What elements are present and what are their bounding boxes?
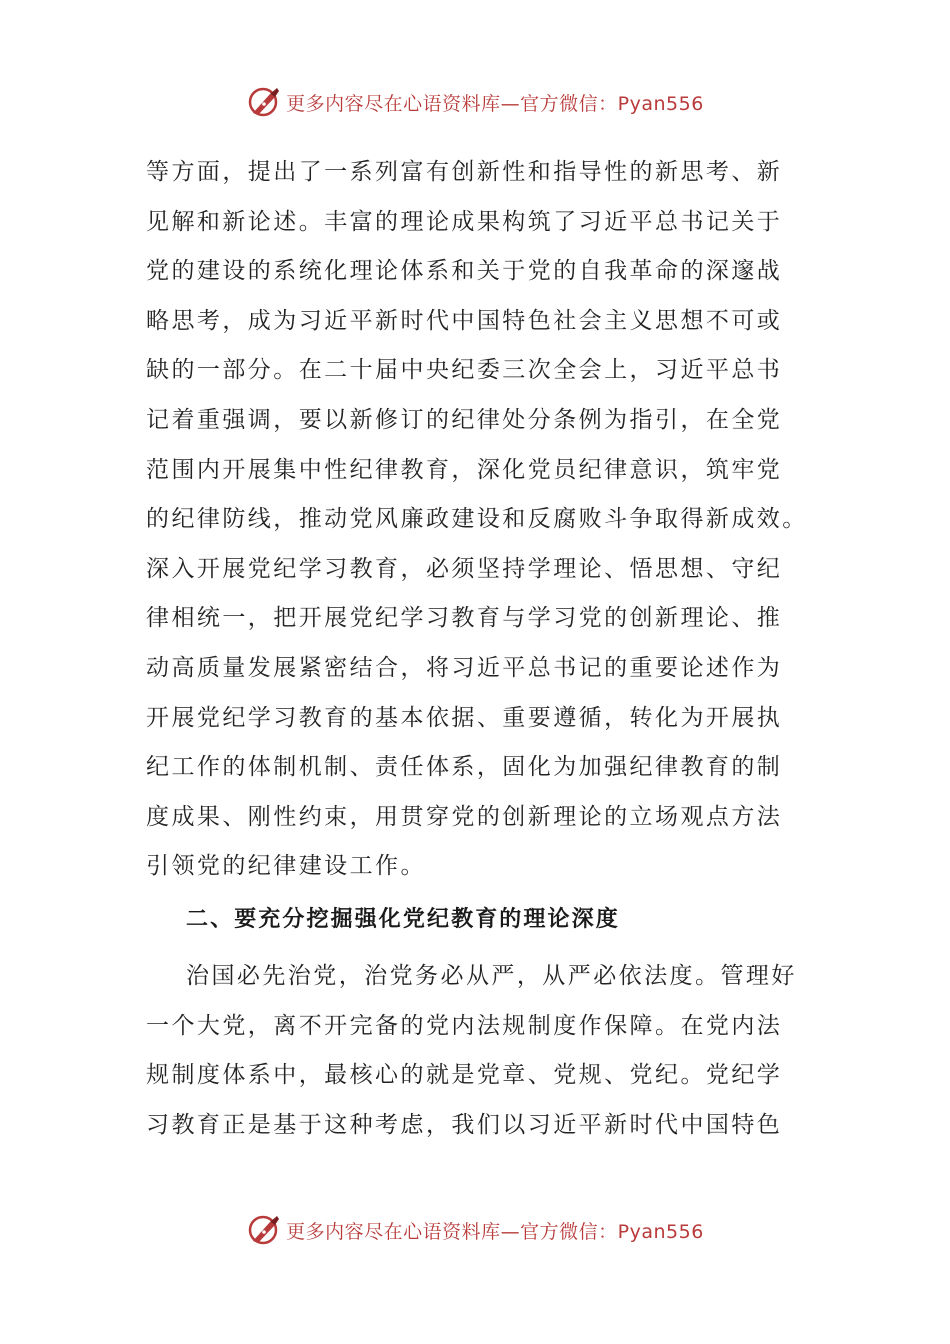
text-line: 纪工作的体制机制、责任体系，固化为加强纪律教育的制: [146, 754, 783, 781]
header-banner-text: 更多内容尽在心语资料库—官方微信：Pyan556: [286, 92, 704, 115]
pen-nib-logo-icon: [246, 84, 282, 120]
text-line: 动高质量发展紧密结合，将习近平总书记的重要论述作为: [146, 654, 783, 681]
text-line: 习教育正是基于这种考虑，我们以习近平新时代中国特色: [146, 1111, 783, 1138]
text-line: 律相统一，把开展党纪学习教育与学习党的创新理论、推: [146, 605, 783, 632]
text-line: 见解和新论述。丰富的理论成果构筑了习近平总书记关于: [146, 208, 783, 235]
document-body: [146, 148, 808, 1150]
pen-nib-logo-icon: [246, 1212, 282, 1248]
text-line: 缺的一部分。在二十届中央纪委三次全会上，习近平总书: [146, 357, 783, 384]
text-line: 略思考，成为习近平新时代中国特色社会主义思想不可或: [146, 307, 783, 334]
paragraph: [146, 952, 808, 1150]
text-line: 度成果、刚性约束，用贯穿党的创新理论的立场观点方法: [146, 803, 783, 830]
text-line: 深入开展党纪学习教育，必须坚持学理论、悟思想、守纪: [146, 555, 783, 582]
text-line: 等方面，提出了一系列富有创新性和指导性的新思考、新: [146, 159, 783, 185]
paragraph: [146, 148, 808, 892]
text-line: 开展党纪学习教育的基本依据、重要遵循，转化为开展执: [146, 704, 783, 731]
footer-banner: [0, 1210, 950, 1250]
section-heading: 二、要充分挖掘强化党纪教育的理论深度: [186, 906, 620, 932]
footer-banner-text: 更多内容尽在心语资料库—官方微信：Pyan556: [286, 1220, 704, 1243]
header-banner: [0, 82, 950, 122]
text-line: 党的建设的系统化理论体系和关于党的自我革命的深邃战: [146, 258, 783, 285]
text-line: 记着重强调，要以新修订的纪律处分条例为指引，在全党: [146, 406, 783, 433]
text-line: 引领党的纪律建设工作。: [146, 853, 426, 880]
text-line: 治国必先治党，治党务必从严，从严必依法度。管理好: [186, 962, 797, 989]
text-line: 一个大党，离不开完备的党内法规制度作保障。在党内法: [146, 1012, 783, 1039]
text-line: 规制度体系中，最核心的就是党章、党规、党纪。党纪学: [146, 1062, 783, 1089]
text-line: 范围内开展集中性纪律教育，深化党员纪律意识，筑牢党: [146, 456, 783, 483]
text-line: 的纪律防线，推动党风廉政建设和反腐败斗争取得新成效。: [146, 506, 808, 533]
